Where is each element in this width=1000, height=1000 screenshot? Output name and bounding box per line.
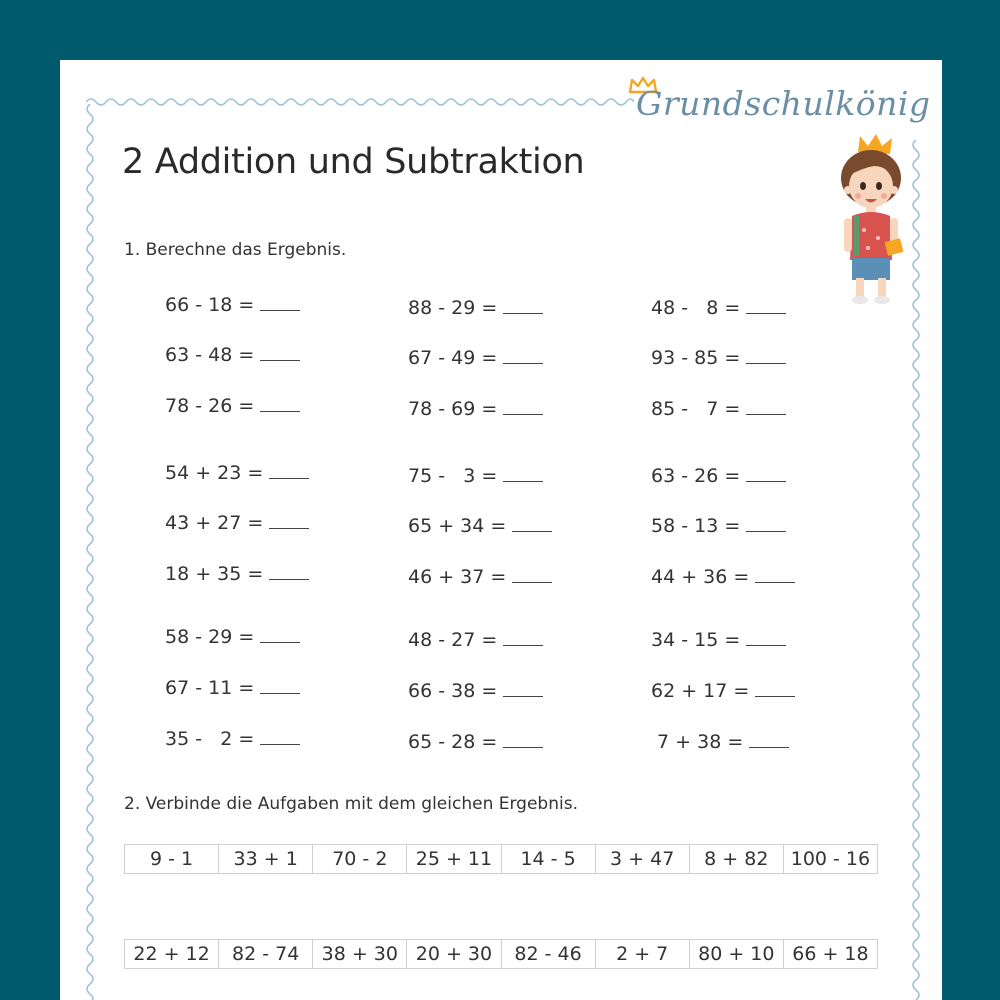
- matching-cell[interactable]: 14 - 5: [502, 845, 596, 873]
- math-problem: [408, 345, 543, 371]
- math-problem: [651, 564, 795, 590]
- math-problem: [651, 729, 789, 755]
- answer-blank[interactable]: [260, 343, 300, 361]
- page-title: 2 Addition und Subtraktion: [122, 142, 585, 182]
- math-problem: [408, 564, 552, 590]
- math-problem: [165, 460, 309, 486]
- math-problem: [408, 295, 543, 321]
- answer-blank[interactable]: [503, 679, 543, 697]
- matching-cell[interactable]: 9 - 1: [125, 845, 219, 873]
- answer-blank[interactable]: [269, 562, 309, 580]
- answer-blank[interactable]: [260, 676, 300, 694]
- math-problem: [408, 463, 543, 489]
- brand-name: Grundschulkönig: [636, 84, 931, 123]
- matching-cell[interactable]: 3 + 47: [596, 845, 690, 873]
- math-problem: [165, 624, 300, 650]
- math-problem: [165, 561, 309, 587]
- math-problem: [165, 675, 300, 701]
- math-problem: [651, 627, 786, 653]
- math-problem: [165, 510, 309, 536]
- matching-cell[interactable]: 100 - 16: [790, 848, 871, 870]
- answer-blank[interactable]: [260, 394, 300, 412]
- matching-cell[interactable]: 82 - 46: [502, 940, 596, 968]
- task2-label: 2. Verbinde die Aufgaben mit dem gleichen Ergebnis.: [124, 794, 578, 814]
- math-problem: [408, 396, 543, 422]
- answer-blank[interactable]: [260, 625, 300, 643]
- problem-expression: 48 - 27 =: [408, 629, 498, 651]
- problem-expression: 46 + 37 =: [408, 566, 507, 588]
- math-problem: [408, 729, 543, 755]
- answer-blank[interactable]: [260, 293, 300, 311]
- problem-expression: 75 - 3 =: [408, 465, 498, 487]
- math-problem: [651, 463, 786, 489]
- problem-expression: 93 - 85 =: [651, 347, 741, 369]
- problem-expression: 43 + 27 =: [165, 512, 264, 534]
- problem-expression: 63 - 26 =: [651, 465, 741, 487]
- problem-expression: 67 - 49 =: [408, 347, 498, 369]
- math-problem: [165, 292, 300, 318]
- math-problem: [651, 513, 786, 539]
- problem-expression: 54 + 23 =: [165, 462, 264, 484]
- problem-expression: 65 - 28 =: [408, 731, 498, 753]
- problem-expression: 65 + 34 =: [408, 515, 507, 537]
- problem-expression: 58 - 13 =: [651, 515, 741, 537]
- problem-expression: 63 - 48 =: [165, 344, 255, 366]
- matching-cell[interactable]: 20 + 30: [407, 940, 501, 968]
- problem-expression: 18 + 35 =: [165, 563, 264, 585]
- answer-blank[interactable]: [512, 514, 552, 532]
- matching-cell[interactable]: 38 + 30: [313, 940, 407, 968]
- answer-blank[interactable]: [269, 511, 309, 529]
- matching-cell[interactable]: 70 - 2: [313, 845, 407, 873]
- problem-expression: 62 + 17 =: [651, 680, 750, 702]
- math-problem: [165, 726, 300, 752]
- problem-expression: 78 - 26 =: [165, 395, 255, 417]
- matching-cell[interactable]: 2 + 7: [596, 940, 690, 968]
- problem-expression: 48 - 8 =: [651, 297, 741, 319]
- math-problem: [408, 513, 552, 539]
- answer-blank[interactable]: [755, 565, 795, 583]
- problem-expression: 78 - 69 =: [408, 398, 498, 420]
- matching-cell[interactable]: 33 + 1: [219, 845, 313, 873]
- answer-blank[interactable]: [746, 346, 786, 364]
- matching-row-top: [124, 844, 878, 874]
- worksheet-page: [60, 60, 942, 1000]
- math-problem: [165, 342, 300, 368]
- answer-blank[interactable]: [503, 628, 543, 646]
- matching-cell[interactable]: 66 + 18: [792, 943, 869, 965]
- answer-blank[interactable]: [503, 397, 543, 415]
- answer-blank[interactable]: [503, 296, 543, 314]
- wavy-border-left: [84, 104, 96, 1000]
- problem-expression: 44 + 36 =: [651, 566, 750, 588]
- problem-expression: 66 - 38 =: [408, 680, 498, 702]
- problem-expression: 85 - 7 =: [651, 398, 741, 420]
- problem-expression: 88 - 29 =: [408, 297, 498, 319]
- answer-blank[interactable]: [260, 727, 300, 745]
- problem-expression: 67 - 11 =: [165, 677, 255, 699]
- matching-cell[interactable]: 8 + 82: [690, 845, 784, 873]
- answer-blank[interactable]: [503, 346, 543, 364]
- matching-cell[interactable]: 25 + 11: [407, 845, 501, 873]
- answer-blank[interactable]: [746, 397, 786, 415]
- math-problem: [408, 678, 543, 704]
- problem-expression: 66 - 18 =: [165, 294, 255, 316]
- math-problem: [651, 678, 795, 704]
- math-problem: [651, 345, 786, 371]
- problem-expression: 34 - 15 =: [651, 629, 741, 651]
- matching-cell[interactable]: 22 + 12: [125, 940, 219, 968]
- matching-cell[interactable]: 80 + 10: [690, 940, 784, 968]
- answer-blank[interactable]: [503, 464, 543, 482]
- answer-blank[interactable]: [746, 628, 786, 646]
- math-problem: [408, 627, 543, 653]
- matching-cell[interactable]: 82 - 74: [219, 940, 313, 968]
- math-problem: [165, 393, 300, 419]
- answer-blank[interactable]: [746, 296, 786, 314]
- answer-blank[interactable]: [755, 679, 795, 697]
- problem-expression: 7 + 38 =: [651, 731, 744, 753]
- answer-blank[interactable]: [746, 514, 786, 532]
- answer-blank[interactable]: [746, 464, 786, 482]
- problem-expression: 35 - 2 =: [165, 728, 255, 750]
- problem-expression: 58 - 29 =: [165, 626, 255, 648]
- girl-mascot-illustration: [824, 130, 914, 310]
- task1-label: 1. Berechne das Ergebnis.: [124, 240, 347, 260]
- answer-blank[interactable]: [749, 730, 789, 748]
- math-problem: [651, 396, 786, 422]
- math-problem: [651, 295, 786, 321]
- answer-blank[interactable]: [269, 461, 309, 479]
- matching-row-bottom: [124, 939, 878, 969]
- brand-logo: [628, 74, 931, 130]
- answer-blank[interactable]: [503, 730, 543, 748]
- wavy-border-top: [86, 96, 634, 108]
- answer-blank[interactable]: [512, 565, 552, 583]
